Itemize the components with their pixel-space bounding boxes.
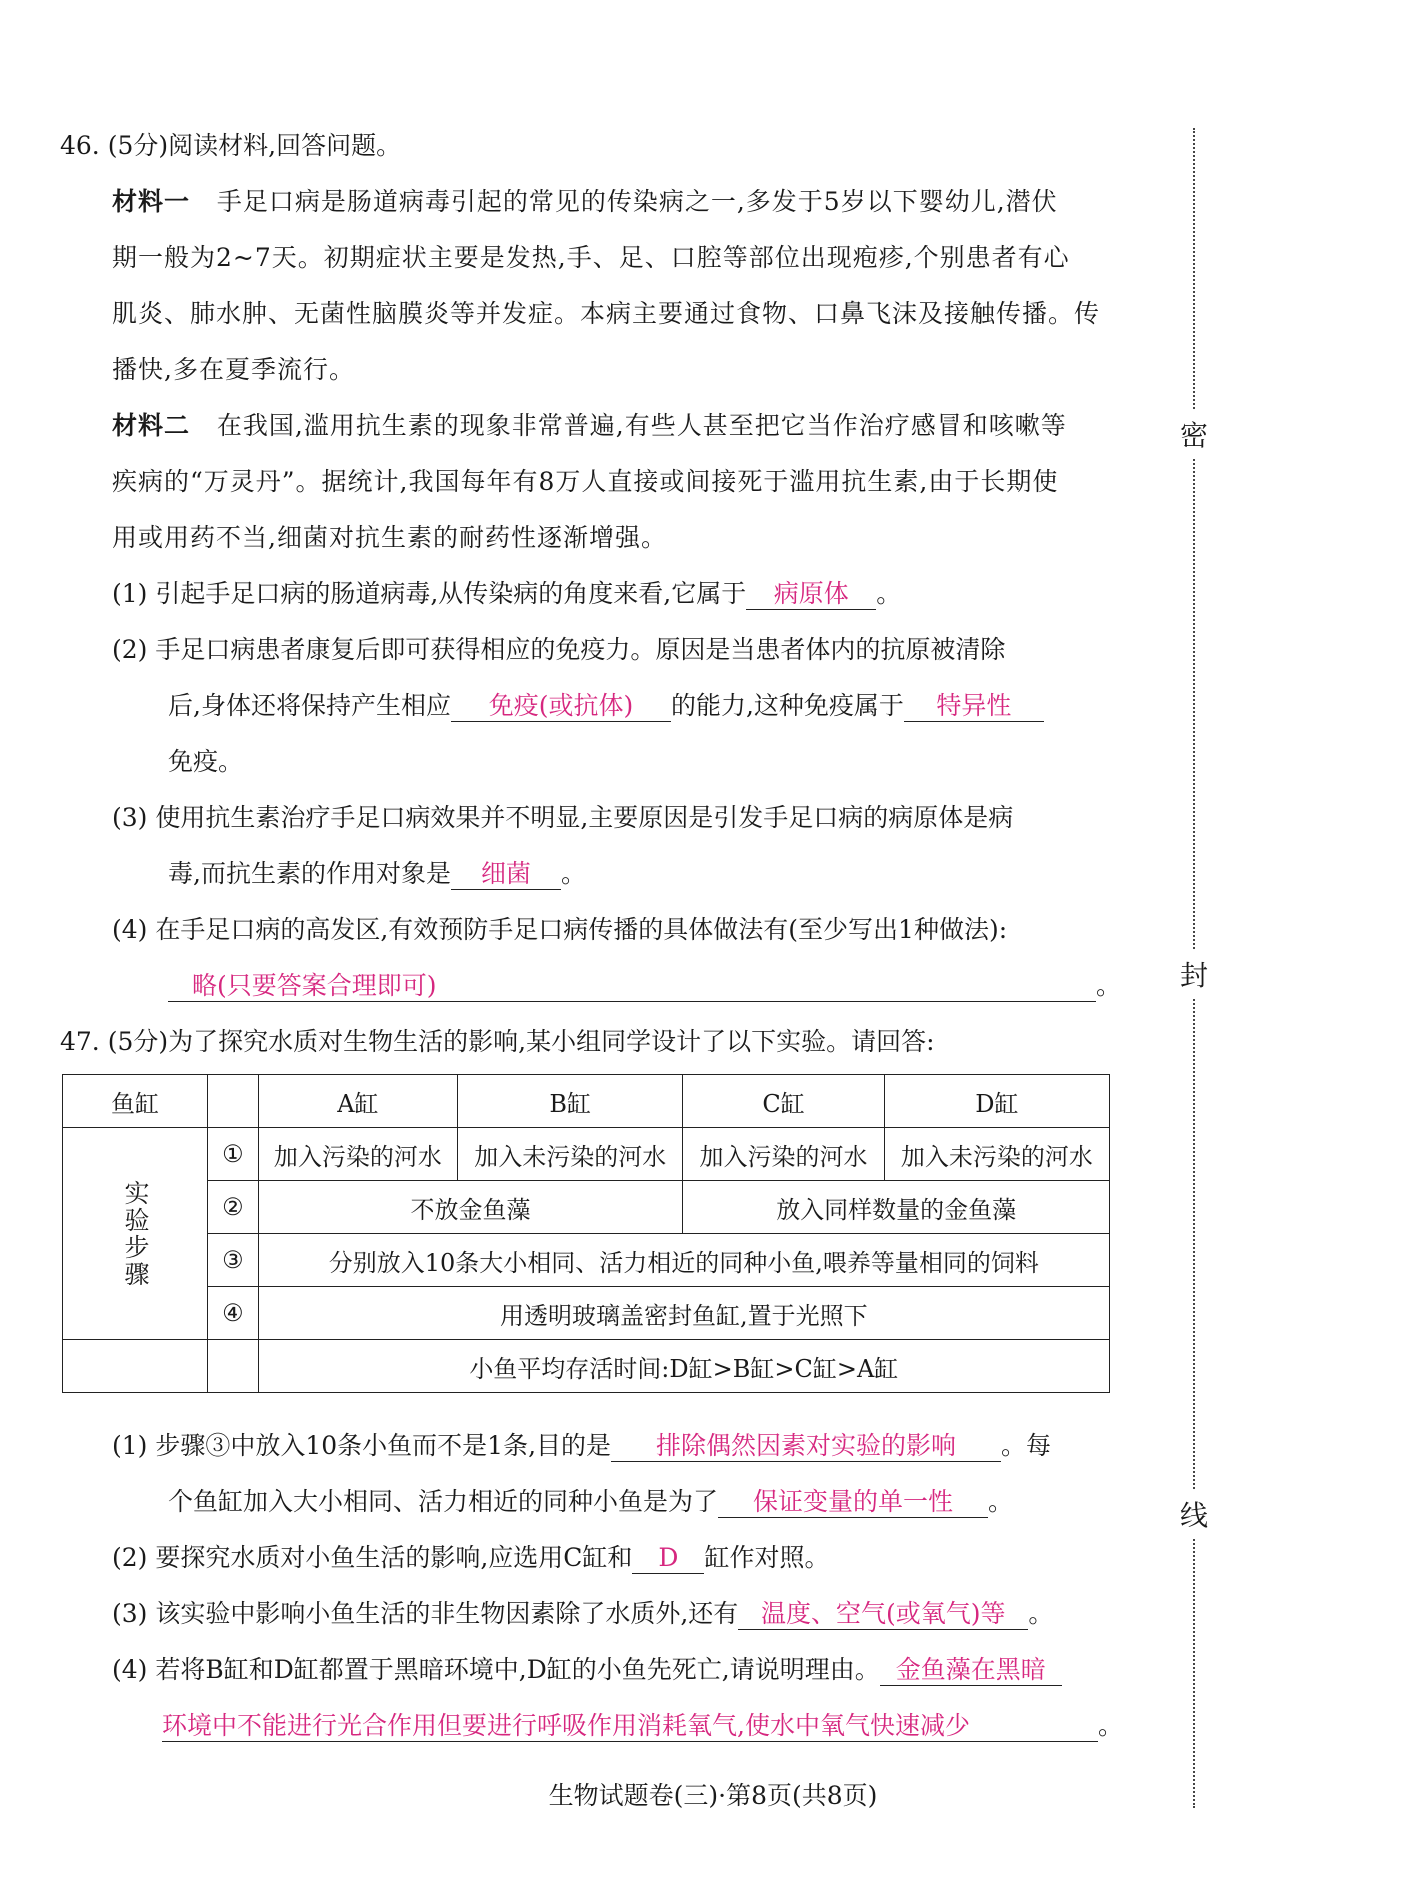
step-number: ① bbox=[208, 1128, 259, 1181]
q47-sub2-answer: D bbox=[632, 1543, 704, 1574]
table-cell: 加入污染的河水 bbox=[683, 1128, 884, 1181]
step-number: ③ bbox=[208, 1234, 259, 1287]
table-row bbox=[63, 1340, 1110, 1393]
q46-sub2-line2: 后,身体还将保持产生相应 免疫(或抗体) 的能力,这种免疫属于 特异性 bbox=[168, 686, 1044, 722]
q46-header: 46. (5分)阅读材料,回答问题。 bbox=[60, 131, 402, 160]
table-cell: 加入污染的河水 bbox=[258, 1128, 457, 1181]
table-col-a: A缸 bbox=[258, 1075, 457, 1128]
q46-sub3-line2: 毒,而抗生素的作用对象是 细菌 。 bbox=[168, 859, 586, 888]
q46-material1-line2: 期一般为2~7天。初期症状主要是发热,手、足、口腔等部位出现疱疹,个别患者有心 bbox=[112, 243, 1070, 272]
q46-sub2-answer1: 免疫(或抗体) bbox=[451, 691, 671, 722]
q46-material1-line3: 肌炎、肺水肿、无菌性脑膜炎等并发症。本病主要通过食物、口鼻飞沫及接触传播。传 bbox=[112, 299, 1101, 328]
q46-sub4-line2: 略(只要答案合理即可) 。 bbox=[168, 966, 1121, 1002]
table-col-d: D缸 bbox=[884, 1075, 1109, 1128]
q46-material1-line4: 播快,多在夏季流行。 bbox=[112, 355, 355, 384]
table-row bbox=[63, 1181, 1110, 1234]
q47-sub4-answer-part2: 环境中不能进行光合作用但要进行呼吸作用消耗氧气,使水中氧气快速减少 bbox=[162, 1711, 1098, 1742]
table-cell: 用透明玻璃盖密封鱼缸,置于光照下 bbox=[258, 1287, 1109, 1340]
q47-sub1-answer1: 排除偶然因素对实验的影响 bbox=[611, 1431, 1001, 1462]
q46-sub4-answer: 略(只要答案合理即可) bbox=[168, 971, 1096, 1002]
q46-sub2-line1: (2) 手足口病患者康复后即可获得相应的免疫力。原因是当患者体内的抗原被清除 bbox=[112, 635, 1006, 664]
q46-material2-line3: 用或用药不当,细菌对抗生素的耐药性逐渐增强。 bbox=[112, 523, 667, 552]
q46-sub1-answer: 病原体 bbox=[746, 579, 876, 610]
page-footer: 生物试题卷(三)·第8页(共8页) bbox=[548, 1781, 878, 1810]
seal-char-xian: 线 bbox=[1180, 1490, 1208, 1538]
q47-sub1-line2: 个鱼缸加入大小相同、活力相近的同种小鱼是为了 保证变量的单一性 。 bbox=[168, 1487, 1014, 1516]
table-cell: 放入同样数量的金鱼藻 bbox=[683, 1181, 1110, 1234]
q46-material1-line1: 材料一 手足口病是肠道病毒引起的常见的传染病之一,多发于5岁以下婴幼儿,潜伏 bbox=[112, 187, 1058, 216]
q47-sub4-answer-part1: 金鱼藻在黑暗 bbox=[880, 1655, 1062, 1686]
table-cell: 分别放入10条大小相同、活力相近的同种小鱼,喂养等量相同的饲料 bbox=[258, 1234, 1109, 1287]
experiment-table bbox=[62, 1074, 1110, 1393]
q47-sub1-answer2: 保证变量的单一性 bbox=[718, 1487, 988, 1518]
q46-material2-line2: 疾病的“万灵丹”。据统计,我国每年有8万人直接或间接死于滥用抗生素,由于长期使 bbox=[112, 467, 1059, 496]
q46-sub4-line1: (4) 在手足口病的高发区,有效预防手足口病传播的具体做法有(至少写出1种做法): bbox=[112, 915, 1008, 944]
table-row bbox=[63, 1287, 1110, 1340]
q47-sub3: (3) 该实验中影响小鱼生活的非生物因素除了水质外,还有 温度、空气(或氧气)等 。 bbox=[112, 1599, 1054, 1628]
table-cell: 加入未污染的河水 bbox=[884, 1128, 1109, 1181]
q47-sub1-line1: (1) 步骤③中放入10条小鱼而不是1条,目的是 排除偶然因素对实验的影响 。每 bbox=[112, 1431, 1052, 1460]
table-result-cell: 小鱼平均存活时间:D缸>B缸>C缸>A缸 bbox=[258, 1340, 1109, 1393]
step-number: ② bbox=[208, 1181, 259, 1234]
q47-header: 47. (5分)为了探究水质对生物生活的影响,某小组同学设计了以下实验。请回答: bbox=[60, 1027, 935, 1056]
q47-sub3-answer: 温度、空气(或氧气)等 bbox=[738, 1599, 1028, 1630]
table-row bbox=[63, 1128, 1110, 1181]
seal-char-feng: 封 bbox=[1180, 950, 1208, 998]
q46-sub3-answer: 细菌 bbox=[451, 859, 561, 890]
step-number: ④ bbox=[208, 1287, 259, 1340]
q46-sub2-line3: 免疫。 bbox=[168, 747, 244, 776]
seal-char-mi: 密 bbox=[1180, 410, 1208, 458]
table-col-header: 鱼缸 bbox=[63, 1075, 208, 1128]
q46-sub2-answer2: 特异性 bbox=[904, 691, 1044, 722]
q47-sub4-line1: (4) 若将B缸和D缸都置于黑暗环境中,D缸的小鱼先死亡,请说明理由。 金鱼藻在黑暗 bbox=[112, 1650, 1062, 1686]
q46-sub1: (1) 引起手足口病的肠道病毒,从传染病的角度来看,它属于 病原体 。 bbox=[112, 579, 902, 608]
table-cell: 加入未污染的河水 bbox=[458, 1128, 683, 1181]
q47-sub4-line2: 环境中不能进行光合作用但要进行呼吸作用消耗氧气,使水中氧气快速减少 。 bbox=[162, 1711, 1124, 1740]
steps-label-cell bbox=[63, 1128, 208, 1340]
q47-sub2: (2) 要探究水质对小鱼生活的影响,应选用C缸和 D 缸作对照。 bbox=[112, 1543, 830, 1572]
material1-label: 材料一 bbox=[112, 187, 191, 216]
table-col-c: C缸 bbox=[683, 1075, 884, 1128]
table-header-row bbox=[63, 1075, 1110, 1128]
table-col-b: B缸 bbox=[458, 1075, 683, 1128]
q46-sub3-line1: (3) 使用抗生素治疗手足口病效果并不明显,主要原因是引发手足口病的病原体是病 bbox=[112, 803, 1014, 832]
table-row bbox=[63, 1234, 1110, 1287]
material2-label: 材料二 bbox=[112, 411, 191, 440]
q46-material2-line1: 材料二 在我国,滥用抗生素的现象非常普遍,有些人甚至把它当作治疗感冒和咳嗽等 bbox=[112, 411, 1067, 440]
table-cell: 不放金鱼藻 bbox=[258, 1181, 683, 1234]
steps-label: 实验步骤 bbox=[121, 1179, 150, 1288]
